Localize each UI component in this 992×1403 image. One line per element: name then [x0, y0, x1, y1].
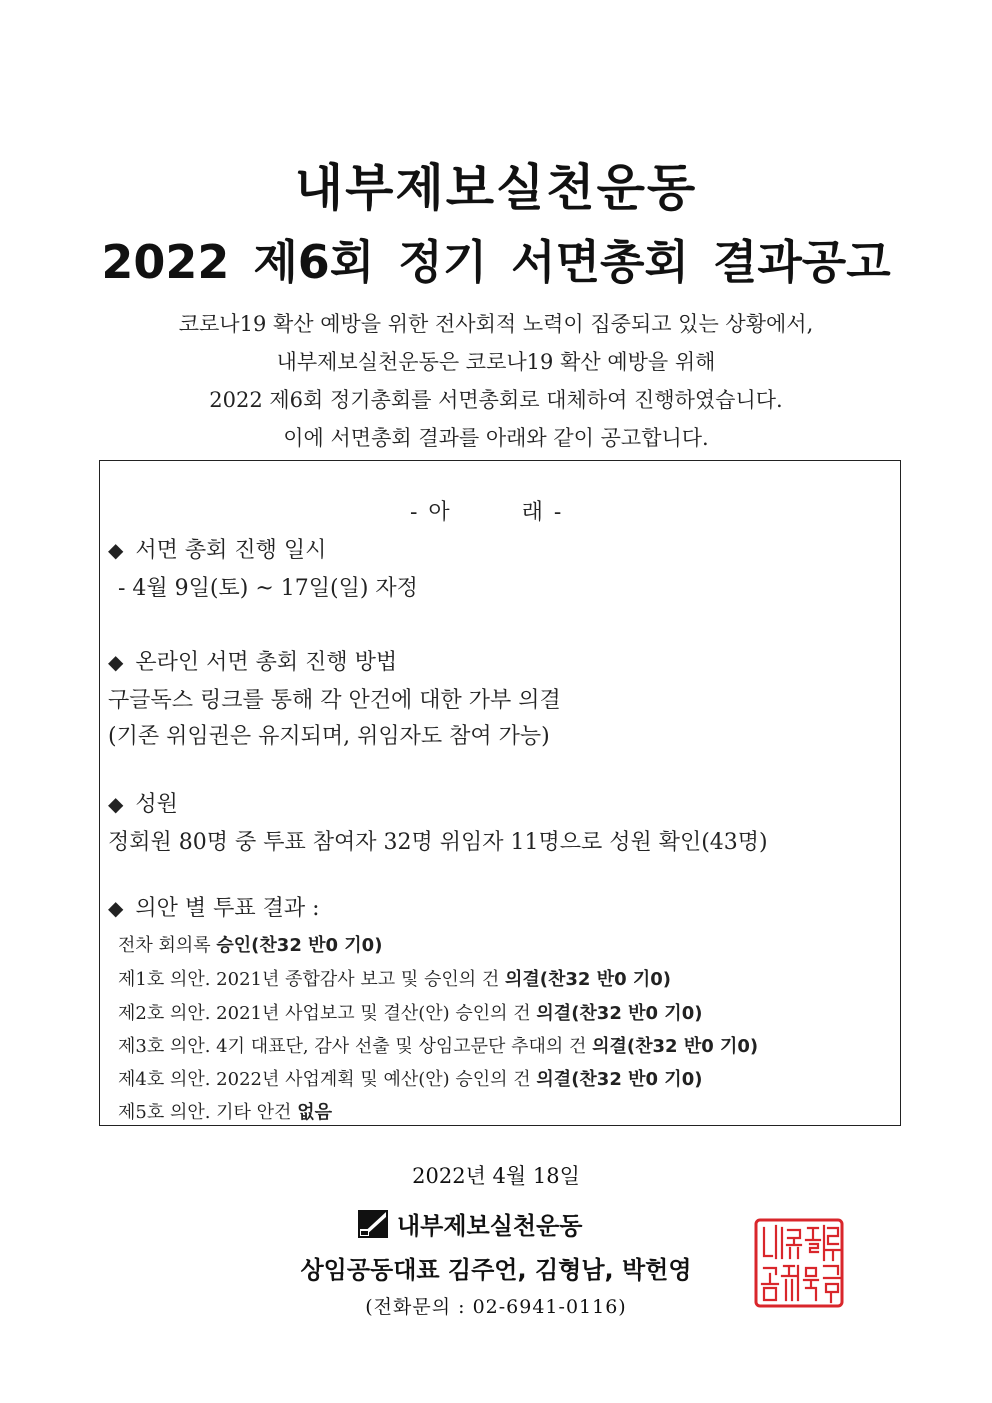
intro-line: 코로나19 확산 예방을 위한 전사회적 노력이 집중되고 있는 상황에서,	[178, 312, 814, 336]
page-title: 내부제보실천운동	[294, 159, 698, 217]
diamond-bullet-icon: ◆	[108, 896, 124, 920]
section-heading-schedule: ◆ 서면 총회 진행 일시	[108, 538, 327, 563]
contact-phone: (전화문의 : 02-6941-0116)	[365, 1296, 627, 1318]
section-body: 정회원 80명 중 투표 참여자 32명 위임자 11명으로 성원 확인(43명)	[108, 830, 768, 855]
section-body: (기존 위임권은 유지되며, 위임자도 참여 가능)	[108, 724, 550, 749]
representatives: 상임공동대표 김주언, 김형남, 박헌영	[300, 1256, 692, 1284]
result-value: 의결(찬32 반0 기0)	[536, 1003, 703, 1024]
section-heading-quorum: ◆ 성원	[108, 792, 178, 817]
page-subtitle: 2022 제6회 정기 서면총회 결과공고	[101, 235, 891, 289]
result-value: 없음	[297, 1102, 332, 1123]
notice-box	[99, 460, 901, 1126]
diamond-bullet-icon: ◆	[108, 650, 124, 674]
result-value: 의결(찬32 반0 기0)	[536, 1069, 703, 1090]
result-value: 의결(찬32 반0 기0)	[504, 969, 672, 990]
result-row: 전차 회의록 승인(찬32 반0 기0)	[118, 935, 383, 956]
notice-header-left: - 아	[410, 500, 452, 525]
section-heading-results: ◆ 의안 별 투표 결과 :	[108, 896, 320, 921]
intro-line: 내부제보실천운동은 코로나19 확산 예방을 위해	[276, 350, 716, 374]
organization-seal-icon	[754, 1218, 844, 1308]
intro-line: 이에 서면총회 결과를 아래와 같이 공고합니다.	[283, 426, 709, 450]
section-body: - 4월 9일(토) ~ 17일(일) 자정	[118, 576, 418, 601]
diamond-bullet-icon: ◆	[108, 792, 124, 816]
notice-date: 2022년 4월 18일	[412, 1164, 580, 1188]
organization-logo-icon	[357, 1209, 389, 1239]
notice-header	[410, 495, 563, 526]
section-heading-method: ◆ 온라인 서면 총회 진행 방법	[108, 650, 398, 675]
result-row: 제5호 의안. 기타 안건 없음	[118, 1102, 332, 1123]
diamond-bullet-icon: ◆	[108, 538, 124, 562]
result-value: 의결(찬32 반0 기0)	[592, 1036, 759, 1057]
result-row: 제1호 의안. 2021년 종합감사 보고 및 승인의 건 의결(찬32 반0 기0)	[118, 969, 672, 990]
result-row: 제3호 의안. 4기 대표단, 감사 선출 및 상임고문단 추대의 건 의결(찬32 반0 기0)	[118, 1036, 759, 1057]
organization-name: 내부제보실천운동	[357, 1206, 582, 1241]
result-row: 제4호 의안. 2022년 사업계획 및 예산(안) 승인의 건 의결(찬32 반0 기0)	[118, 1069, 703, 1090]
intro-line: 2022 제6회 정기총회를 서면총회로 대체하여 진행하였습니다.	[209, 388, 783, 412]
result-value: 승인(찬32 반0 기0)	[216, 935, 383, 956]
section-body: 구글독스 링크를 통해 각 안건에 대한 가부 의결	[108, 688, 561, 713]
result-row: 제2호 의안. 2021년 사업보고 및 결산(안) 승인의 건 의결(찬32 반0 기0)	[118, 1003, 703, 1024]
notice-header-right: 래 -	[521, 500, 564, 525]
